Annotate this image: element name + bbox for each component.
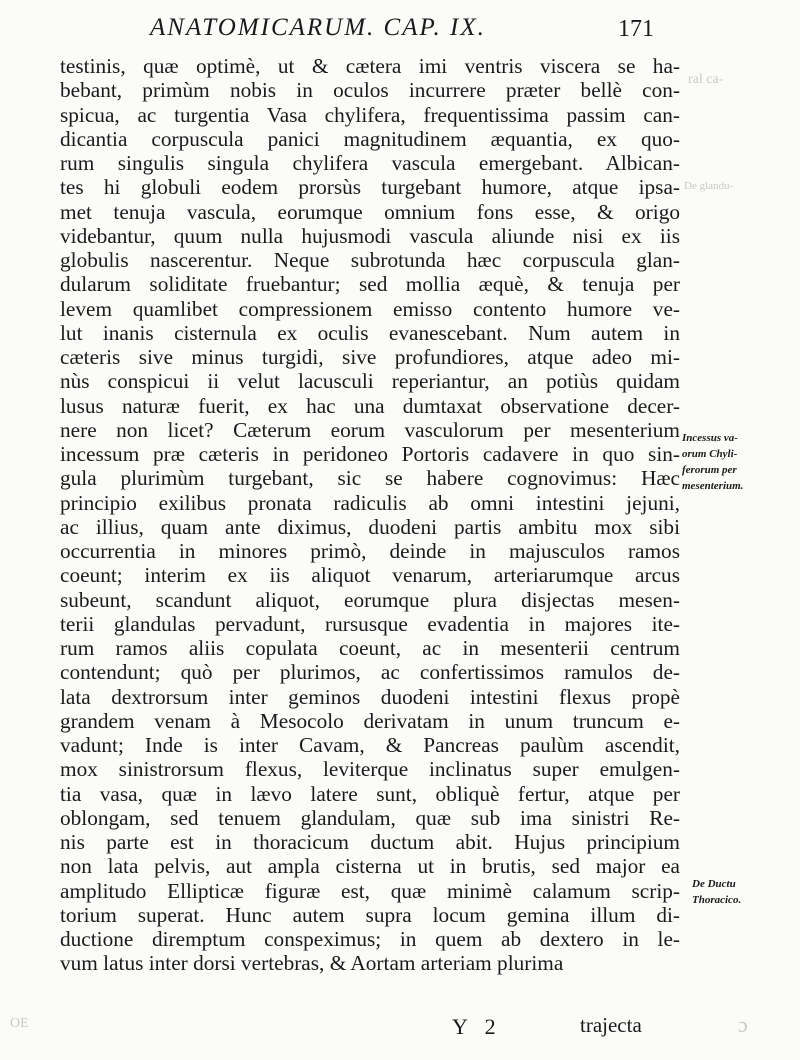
text-line: levem quamlibet compressionem emisso contento humore ve- bbox=[60, 296, 680, 321]
margin-note-line: orum Chyli- bbox=[682, 448, 738, 460]
text-line: occurrentia in minores primò, deinde in majusculos ramos bbox=[60, 539, 680, 563]
text-line: grandem venam à Mesocolo derivatam in unum truncum e- bbox=[60, 708, 680, 733]
text-line: dicantia corpuscula panici magnitudinem æquantia, ex quo- bbox=[60, 126, 680, 151]
text-line: rum ramos aliis copulata coeunt, ac in mesenterii centrum bbox=[60, 636, 680, 660]
text-line: mox sinistrorsum flexus, leviterque inclinatus super emulgen- bbox=[60, 757, 680, 782]
text-line: nis parte est in thoracicum ductum abit. Hujus principium bbox=[60, 830, 680, 854]
text-line: oblongam, sed tenuem glandulam, quæ sub ima sinistri Re- bbox=[60, 805, 680, 830]
text-line: lusus naturæ fuerit, ex hac una dumtaxat observatione decer- bbox=[60, 393, 680, 418]
text-line: tia vasa, quæ in lævo latere sunt, obliquè fertur, atque per bbox=[60, 781, 680, 806]
text-line: cæteris sive minus turgidi, sive profundiores, atque adeo mi- bbox=[60, 345, 680, 369]
text-line: terii glandulas pervadunt, rursusque evadentia in majores ite- bbox=[60, 611, 680, 636]
signature-mark: Y 2 bbox=[452, 1014, 502, 1039]
text-line: torium superat. Hunc autem supra locum gemina illum di- bbox=[60, 902, 680, 927]
text-line: spicua, ac turgentia Vasa chylifera, frequentissima passim can- bbox=[60, 102, 680, 127]
margin-note-line: mesenterium. bbox=[682, 480, 744, 492]
margin-note-chyliferorum bbox=[682, 430, 743, 494]
text-line: nùs conspicui ii velut lacusculi reperiantur, an potiùs quidam bbox=[60, 369, 680, 394]
text-line: bebant, primùm nobis in oculos incurrere præter bellè con- bbox=[60, 78, 680, 103]
bleed-through-text: De glandu- bbox=[684, 180, 734, 192]
text-line: globulis nascerentur. Neque subrotunda hæc corpuscula glan- bbox=[60, 248, 680, 272]
text-line: vadunt; Inde is inter Cavam, & Pancreas paulùm ascendit, bbox=[60, 733, 680, 757]
text-line: ductione diremptum conspeximus; in quem ab dextero in le- bbox=[60, 927, 680, 951]
text-line: lut inanis cisternula ex oculis evanescebant. Num autem in bbox=[60, 320, 680, 345]
page-number: 171 bbox=[618, 16, 654, 42]
body-text bbox=[60, 54, 680, 976]
text-line: testinis, quæ optimè, ut & cætera imi ventris viscera se ha- bbox=[60, 54, 680, 78]
margin-note-line: ferorum per bbox=[682, 464, 737, 476]
catchword: trajecta bbox=[580, 1013, 642, 1037]
text-line: principio exilibus pronata radiculis ab omni intestini jejuni, bbox=[60, 490, 680, 515]
text-line: met tenuja vascula, eorumque omnium fons esse, & origo bbox=[60, 199, 680, 224]
text-line: rum singulis singula chylifera vascula emergebant. Albican- bbox=[60, 151, 680, 175]
text-line: amplitudo Ellipticæ figuræ est, quæ minimè calamum scrip- bbox=[60, 878, 680, 903]
bleed-through-text: ral ca- bbox=[688, 72, 724, 87]
text-line: incessum præ cæteris in peridoneo Portoris cadavere in quo sin- bbox=[60, 442, 680, 466]
bleed-through-text: OE bbox=[10, 1016, 29, 1031]
text-line: ac illius, quam ante diximus, duodeni partis ambitu mox sibi bbox=[60, 514, 680, 539]
text-line: non lata pelvis, aut ampla cisterna ut in brutis, sed major ea bbox=[60, 854, 680, 879]
margin-note-line: De Ductu bbox=[692, 878, 736, 890]
margin-note-ductu-thoracico bbox=[692, 876, 741, 908]
text-line: videbantur, quum nulla hujusmodi vascula aliunde nisi ex iis bbox=[60, 223, 680, 248]
text-line: contendunt; quò per plurimos, ac confertissimos ramulos de- bbox=[60, 660, 680, 685]
text-line: gula plurimùm turgebant, sic se habere cognovimus: Hæc bbox=[60, 466, 680, 491]
running-title: ANATOMICARUM. CAP. IX. bbox=[150, 14, 486, 41]
text-line: coeunt; interim ex iis aliquot venarum, arteriarumque arcus bbox=[60, 563, 680, 588]
text-line: dularum soliditate fruebantur; sed mollia æquè, & tenuja per bbox=[60, 272, 680, 297]
margin-note-line: Thoracico. bbox=[692, 894, 742, 906]
bleed-through-text: ɔ bbox=[738, 1012, 748, 1037]
text-line: vum latus inter dorsi vertebras, & Aortam arteriam plurima bbox=[60, 951, 564, 976]
text-line: subeunt, scandunt aliquot, eorumque plura disjectas mesen- bbox=[60, 587, 680, 612]
margin-note-line: Incessus va- bbox=[682, 432, 738, 444]
text-line: nere non licet? Cæterum eorum vasculorum per mesenterium bbox=[60, 417, 680, 442]
text-line: lata dextrorsum inter geminos duodeni intestini flexus propè bbox=[60, 684, 680, 709]
text-line: tes hi globuli eodem prorsùs turgebant humore, atque ipsa- bbox=[60, 175, 680, 200]
